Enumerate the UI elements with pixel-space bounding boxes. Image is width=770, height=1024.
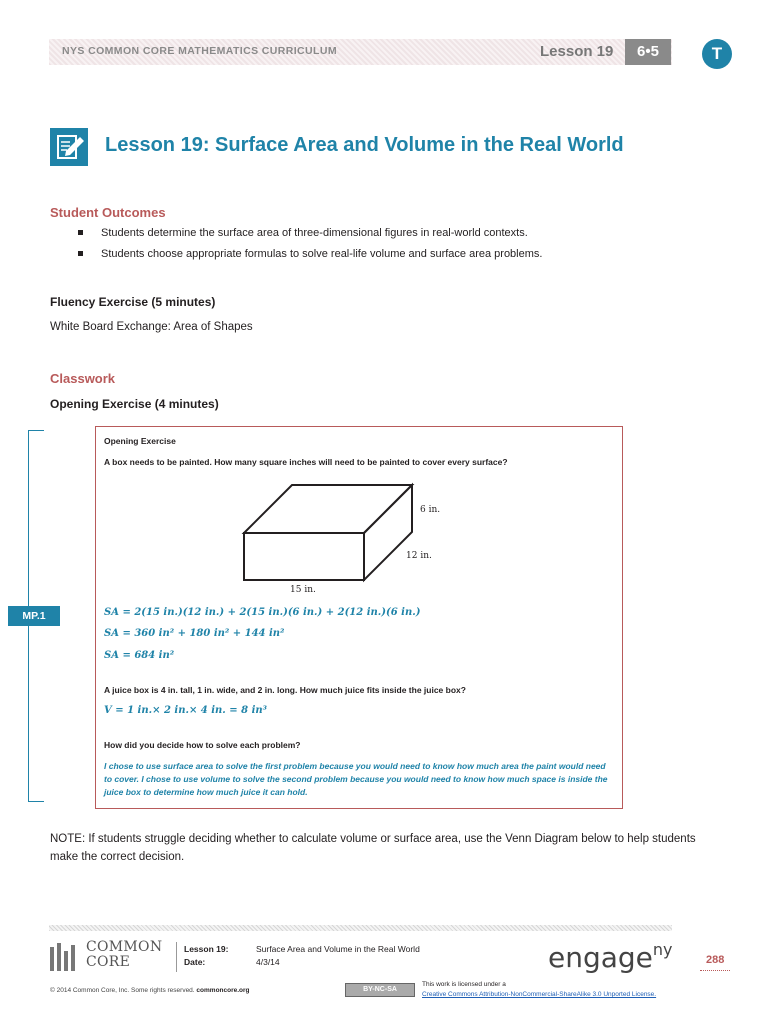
footer-date-value: 4/3/14 [256,957,280,967]
teacher-badge: T [702,39,732,69]
common-core-logo-icon [50,943,82,971]
copyright-site[interactable]: commoncore.org [196,987,250,994]
question-3: How did you decide how to solve each problem? [104,740,301,750]
license-link[interactable]: Creative Commons Attribution-NonCommercial-ShareAlike 3.0 Unported License. [422,991,657,998]
footer-date-label: Date: [184,957,206,967]
footer-bar [49,925,672,931]
fluency-heading: Fluency Exercise (5 minutes) [50,295,216,309]
box-figure [235,478,425,588]
outcomes-list [78,226,718,268]
volume-answer: V = 1 in.× 2 in.× 4 in. = 8 in³ [104,705,268,716]
length-label: 15 in. [290,585,316,595]
copyright: © 2014 Common Core, Inc. Some rights reserved. commoncore.org [50,987,250,994]
common-core-brand: COMMON CORE [86,939,163,970]
opening-exercise-heading: Opening Exercise (4 minutes) [50,397,219,411]
engageny-logo: engage$^{ny}$ [548,940,673,974]
lesson-title: Lesson 19: Surface Area and Volume in the Real World [105,134,624,156]
page-number-underline [700,970,730,971]
grade-module-badge: 6•5 [625,39,671,65]
list-item: Students determine the surface area of three-dimensional figures in real-world contexts. [78,226,718,247]
venn-note: NOTE: If students struggle deciding whether to calculate volume or surface area, use the Venn Diagram below to help students make the correct decision. [50,833,696,863]
student-outcomes-heading: Student Outcomes [50,205,166,220]
cc-license-badge[interactable]: BY-NC-SA [345,983,415,997]
footer-lesson-value: Surface Area and Volume in the Real World [256,944,420,954]
question-1: A box needs to be painted. How many square inches will need to be painted to cover every surface? [104,457,508,467]
classwork-heading: Classwork [50,371,116,386]
exercise-label: Opening Exercise [104,436,176,446]
license-text: This work is licensed under a [422,981,506,988]
lesson-notepad-icon [50,128,88,166]
list-item: Students choose appropriate formulas to solve real-life volume and surface area problems. [78,247,718,268]
sa-line-1: SA = 2(15 in.)(12 in.) + 2(15 in.)(6 in.) + 2(12 in.)(6 in.) [104,607,421,618]
height-label: 6 in. [420,505,441,515]
question-2: A juice box is 4 in. tall, 1 in. wide, and 2 in. long. How much juice fits inside the juice box? [104,685,466,695]
width-label: 12 in. [406,551,432,561]
page-number: 288 [706,954,725,966]
fluency-text: White Board Exchange: Area of Shapes [50,321,253,333]
mp-badge: MP.1 [8,606,60,626]
footer-lesson-label: Lesson 19: [184,944,229,954]
answer-3: I chose to use surface area to solve the first problem because you would need to know how much area the paint would need to cover. I chose to use volume to solve the second problem because you would need to know how much space is inside the juice box to determine how much juice it can hold. [104,761,608,797]
curriculum-title: NYS COMMON CORE MATHEMATICS CURRICULUM [62,45,337,57]
sa-line-3: SA = 684 in² [104,650,175,661]
sa-line-2: SA = 360 in² + 180 in² + 144 in² [104,628,285,639]
header-lesson: Lesson 19 [540,43,614,60]
footer-divider [176,942,177,972]
